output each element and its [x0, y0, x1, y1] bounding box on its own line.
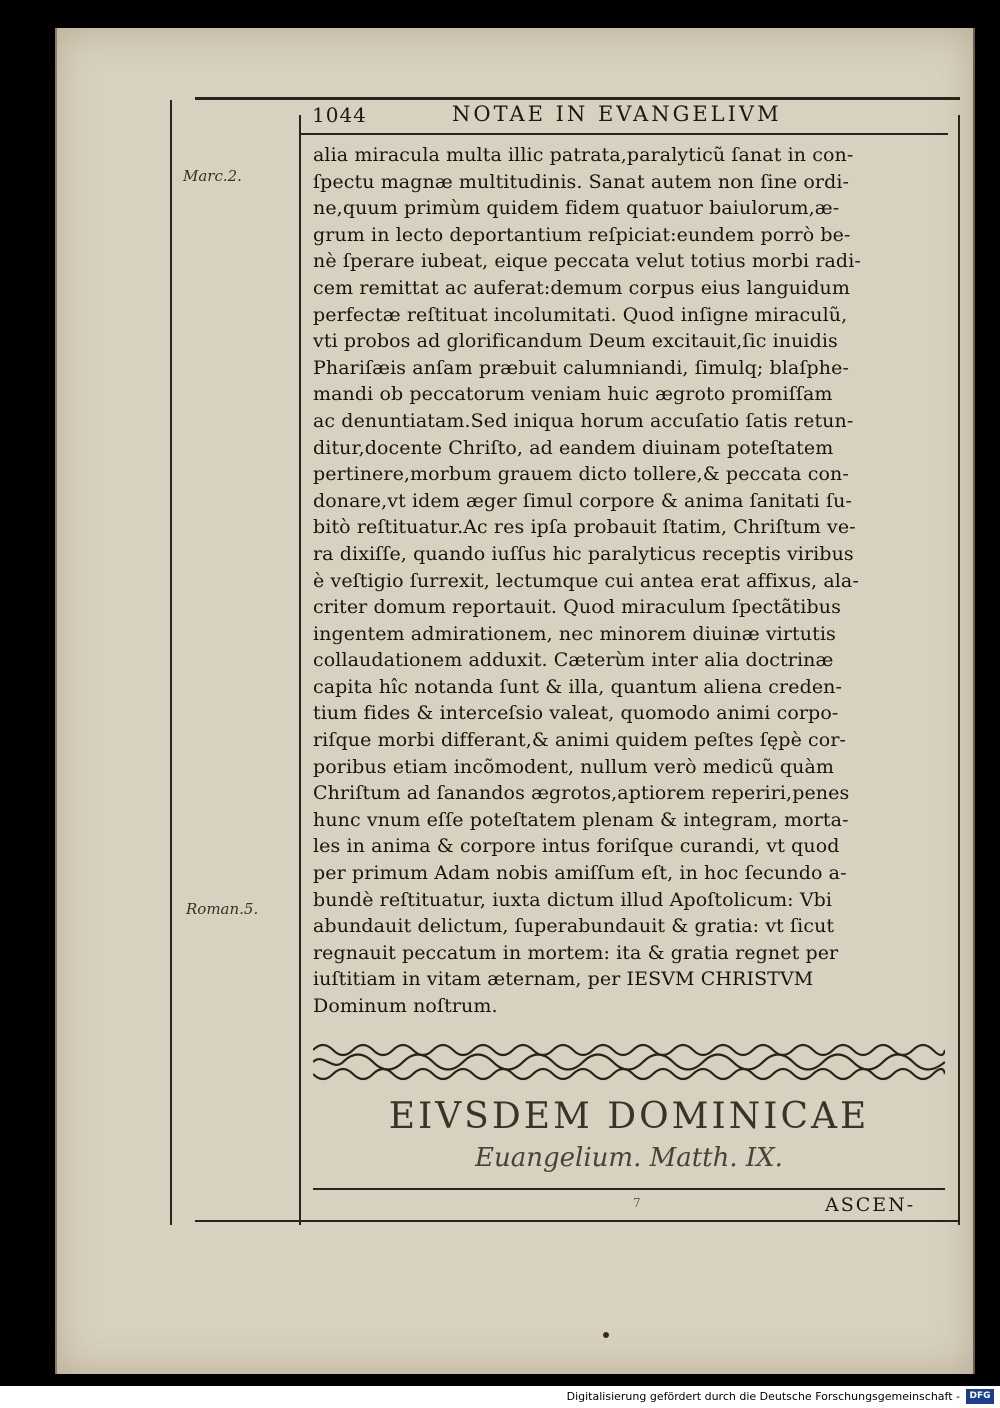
- text-line: ne,quum primùm quidem fidem quatuor baiulorum,æ-: [313, 197, 840, 220]
- text-line: pertinere,morbum grauem dicto tollere,& peccata con-: [313, 463, 849, 486]
- text-column-rule: [299, 115, 301, 1225]
- ink-spot: [603, 1332, 609, 1338]
- text-line: cem remittat ac auferat:demum corpus eius languidum: [313, 276, 850, 299]
- text-line: donare,vt idem æger ſimul corpore & anima ſanitati ſu-: [313, 489, 852, 512]
- text-line: hunc vnum eſſe poteſtatem plenam & integram, morta-: [313, 808, 849, 831]
- body-text: [313, 142, 945, 1020]
- text-line: criter domum reportauit. Quod miraculum ſpectãtibus: [313, 596, 841, 619]
- ornament-band: [313, 1038, 945, 1086]
- margin-note-roman: Roman.5.: [186, 900, 259, 918]
- text-line: grum in lecto deportantium reſpiciat:eundem porrò be-: [313, 223, 851, 246]
- text-line: bitò reſtituatur.Ac res ipſa probauit ſtatim, Chriſtum ve-: [313, 516, 856, 539]
- text-line: Dominum noſtrum.: [313, 995, 498, 1017]
- footer-rule-outer: [195, 1220, 960, 1222]
- text-line: les in anima & corpore intus foriſque curandi, vt quod: [313, 835, 840, 858]
- text-line: regnauit peccatum in mortem: ita & gratia regnet per: [313, 941, 839, 964]
- header-rule-top: [195, 97, 960, 100]
- text-line: nè ſperare iubeat, eique peccata velut totius morbi radi-: [313, 250, 861, 273]
- text-line: iuſtitiam in vitam æternam, per IESVM CHRISTVM: [313, 968, 814, 991]
- text-line: ac denuntiatam.Sed iniqua horum accuſatio ſatis retun-: [313, 409, 854, 432]
- header-rule-bottom: [300, 133, 948, 135]
- text-line: alia miracula multa illic patrata,paralyticũ ſanat in con-: [313, 144, 854, 166]
- text-line: poribus etiam incõmodent, nullum verò medicũ quàm: [313, 755, 835, 778]
- dfg-logo: DFG: [966, 1389, 994, 1404]
- text-line: mandi ob peccatorum veniam huic ægroto promiſſam: [313, 383, 833, 406]
- text-line: perfectæ reſtituat incolumitati. Quod inſigne miraculũ,: [313, 303, 848, 326]
- text-line: per primum Adam nobis amiſſum eſt, in hoc ſecundo a-: [313, 862, 847, 885]
- section-subheading: Euangelium. Matth. IX.: [475, 1143, 783, 1173]
- text-line: ditur,docente Chriſto, ad eandem diuinam poteſtatem: [313, 436, 834, 459]
- text-line: vti probos ad glorificandum Deum excitauit,ſic inuidis: [313, 330, 838, 353]
- margin-note-marc: Marc.2.: [183, 167, 242, 185]
- text-line: Chriſtum ad ſanandos ægrotos,aptiorem reperiri,penes: [313, 782, 850, 805]
- footer-rule-inner: [313, 1188, 945, 1190]
- footer-credit: Digitalisierung gefördert durch die Deutsche Forschungsgemeinschaft -: [566, 1390, 960, 1403]
- page-number: 1044: [312, 103, 367, 127]
- text-line: ingentem admirationem, nec minorem diuinæ virtutis: [313, 622, 836, 645]
- catchword: ASCEN-: [825, 1194, 916, 1216]
- margin-rule-left: [170, 100, 172, 1225]
- folio-mark: 7: [633, 1196, 641, 1210]
- footer-bar: [0, 1386, 1000, 1408]
- text-line: riſque morbi differant,& animi quidem peſtes ſępè cor-: [313, 729, 847, 752]
- text-line: ra dixiſſe, quando iuſſus hic paralyticus receptis viribus: [313, 542, 854, 565]
- margin-rule-right: [958, 115, 960, 1225]
- running-head: NOTAE IN EVANGELIVM: [452, 102, 782, 126]
- section-heading: EIVSDEM DOMINICAE: [388, 1096, 870, 1137]
- text-line: tium fides & interceſsio valeat, quomodo animi corpo-: [313, 702, 839, 725]
- text-line: bundè reſtituatur, iuxta dictum illud Apoſtolicum: Vbi: [313, 888, 833, 911]
- text-line: ſpectu magnæ multitudinis. Sanat autem non ſine ordi-: [313, 170, 850, 193]
- text-line: è veſtigio ſurrexit, lectumque cui antea erat affixus, ala-: [313, 569, 859, 592]
- text-line: collaudationem adduxit. Cæterùm inter alia doctrinæ: [313, 649, 834, 672]
- text-line: capita hîc notanda ſunt & illa, quantum aliena creden-: [313, 675, 843, 698]
- text-line: abundauit delictum, ſuperabundauit & gratia: vt ſicut: [313, 915, 835, 938]
- text-line: Phariſæis anſam præbuit calumniandi, ſimulq; blaſphe-: [313, 356, 850, 379]
